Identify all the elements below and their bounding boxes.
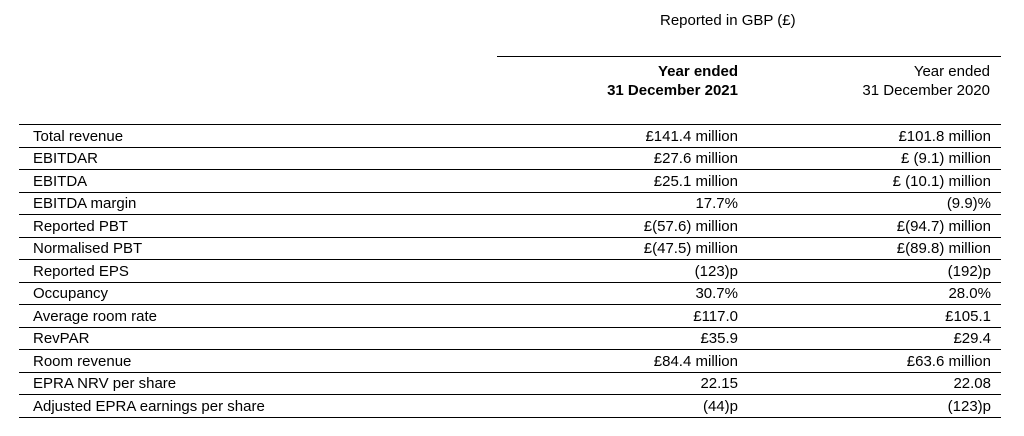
value-2021: £35.9 [500, 327, 748, 350]
table-row [19, 147, 1001, 170]
row-label: Room revenue [19, 350, 500, 373]
table-row [19, 327, 1001, 350]
value-2020: (9.9)% [748, 192, 1001, 215]
value-2020: £(89.8) million [748, 237, 1001, 260]
table-row [19, 372, 1001, 395]
value-2021: 30.7% [500, 282, 748, 305]
value-2021: 22.15 [500, 372, 748, 395]
value-2020: £ (10.1) million [748, 170, 1001, 193]
value-2020: £29.4 [748, 327, 1001, 350]
table-row [19, 215, 1001, 238]
column-header-2021-line2: 31 December 2021 [607, 82, 738, 99]
row-label: Reported PBT [19, 215, 500, 238]
table-row [19, 192, 1001, 215]
value-2020: £63.6 million [748, 350, 1001, 373]
currency-caption: Reported in GBP (£) [660, 12, 796, 29]
table-row [19, 260, 1001, 283]
value-2020: 28.0% [748, 282, 1001, 305]
table-row [19, 395, 1001, 418]
row-label: Normalised PBT [19, 237, 500, 260]
row-label: Total revenue [19, 125, 500, 148]
row-label: Adjusted EPRA earnings per share [19, 395, 500, 418]
value-2021: (44)p [500, 395, 748, 418]
value-2020: £101.8 million [748, 125, 1001, 148]
column-header-2021 [500, 62, 738, 100]
table-row [19, 125, 1001, 148]
row-label: EPRA NRV per share [19, 372, 500, 395]
header-rule [497, 56, 1001, 57]
table-row [19, 350, 1001, 373]
value-2020: (123)p [748, 395, 1001, 418]
column-header-2020 [750, 62, 990, 100]
row-label: Average room rate [19, 305, 500, 328]
value-2021: £141.4 million [500, 125, 748, 148]
column-header-2021-line1: Year ended [657, 63, 738, 80]
column-header-2020-line1: Year ended [913, 63, 990, 80]
table-row [19, 282, 1001, 305]
table-row [19, 170, 1001, 193]
value-2021: £84.4 million [500, 350, 748, 373]
value-2021: 17.7% [500, 192, 748, 215]
value-2020: (192)p [748, 260, 1001, 283]
row-label: EBITDA margin [19, 192, 500, 215]
row-label: EBITDAR [19, 147, 500, 170]
value-2021: £117.0 [500, 305, 748, 328]
value-2021: £27.6 million [500, 147, 748, 170]
row-label: EBITDA [19, 170, 500, 193]
value-2020: £ (9.1) million [748, 147, 1001, 170]
table-row [19, 305, 1001, 328]
value-2021: £(47.5) million [500, 237, 748, 260]
value-2021: £(57.6) million [500, 215, 748, 238]
value-2020: 22.08 [748, 372, 1001, 395]
row-label: Occupancy [19, 282, 500, 305]
value-2020: £105.1 [748, 305, 1001, 328]
row-label: RevPAR [19, 327, 500, 350]
column-header-2020-line2: 31 December 2020 [862, 82, 990, 99]
value-2020: £(94.7) million [748, 215, 1001, 238]
financial-summary-table [19, 124, 1001, 418]
table-row [19, 237, 1001, 260]
value-2021: (123)p [500, 260, 748, 283]
value-2021: £25.1 million [500, 170, 748, 193]
row-label: Reported EPS [19, 260, 500, 283]
